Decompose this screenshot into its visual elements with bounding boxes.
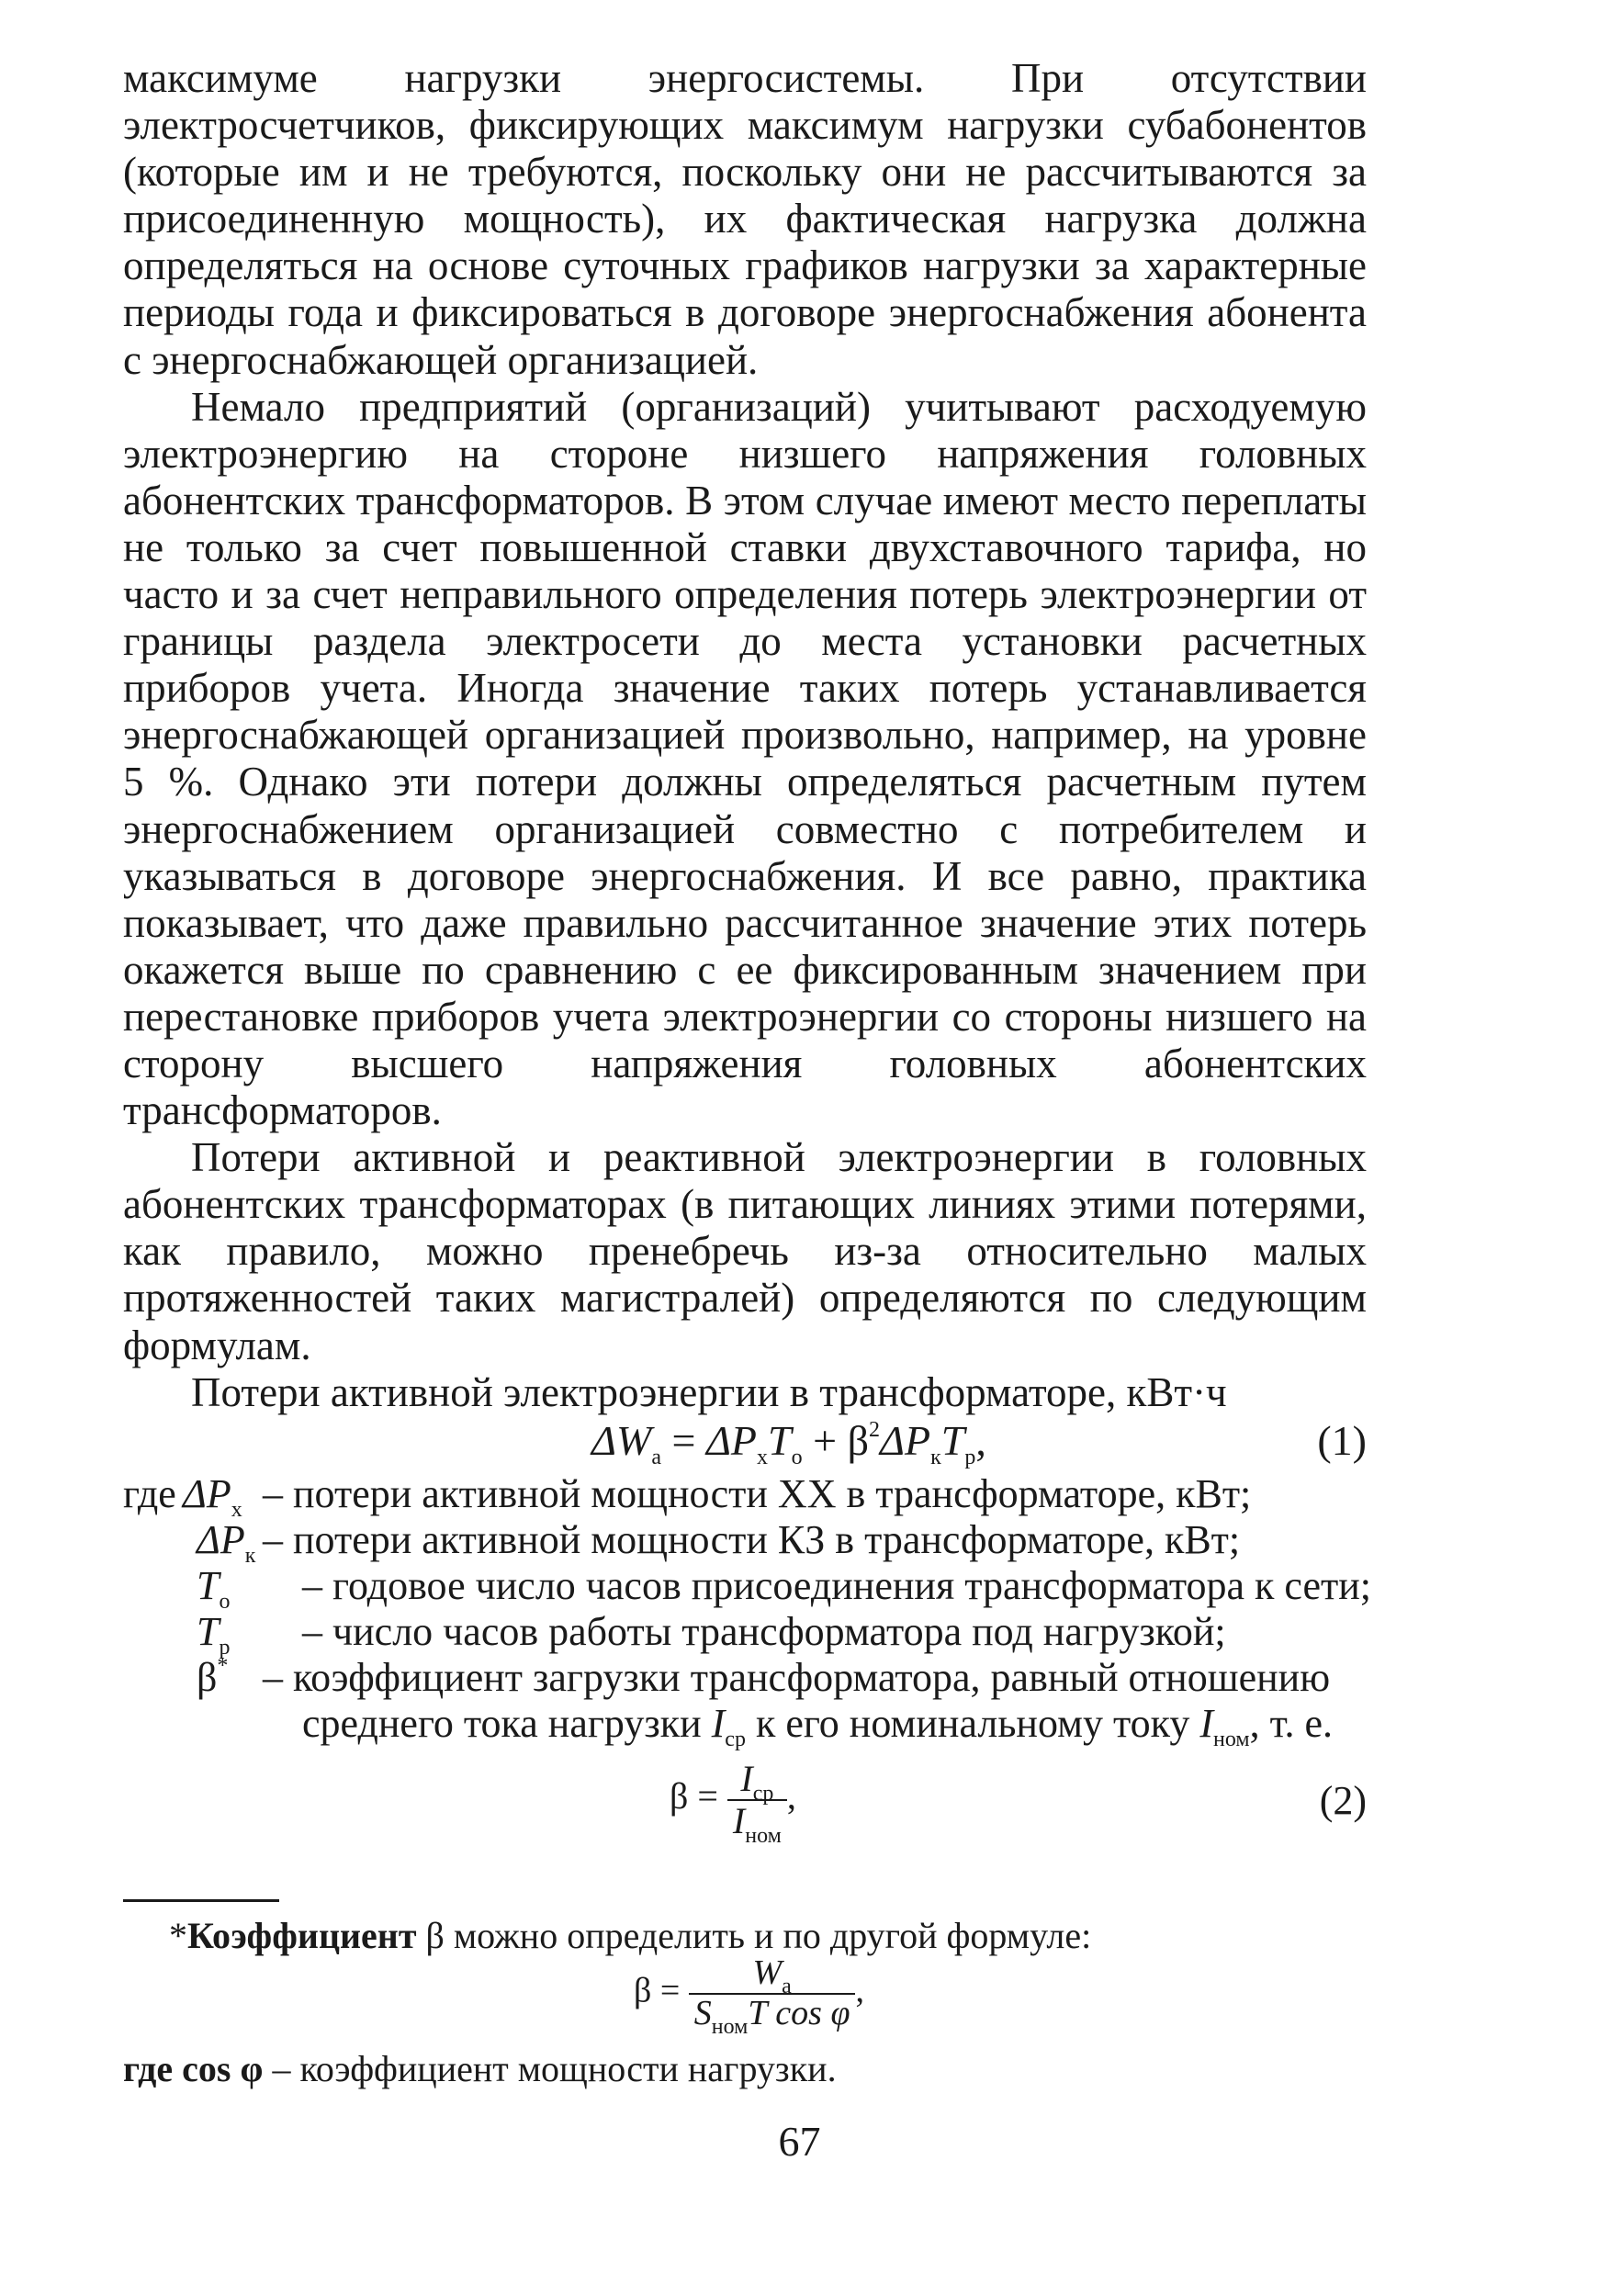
page-number: 67 [778,2118,821,2165]
where-cont-i2: I [1199,1700,1214,1746]
paragraph-1: максимуме нагрузки энергосистемы. При отсутствии электросчетчиков, фиксирующих максимум нагрузки субабонентов (которые им и не требуются, поскольку они не рассчитываются за присоединенную мощность), их фактическая нагрузка должна определяться на основе суточных графиков нагрузки за характерные периоды года и фиксироваться в договоре энергоснабжения абонента с энергоснабжающей организацией. [123,55,1367,383]
footnote-eq-fraction [689,1953,856,2039]
equation-1-number: (1) [1317,1416,1367,1464]
eq2-numerator [727,1758,787,1806]
paragraph-4: Потери активной электроэнергии в трансформаторе, кВт·ч [191,1368,1227,1415]
where-symbol-4-sub: р [219,1635,231,1660]
where-symbol-3 [197,1562,231,1614]
footnote-star: * [169,1915,187,1956]
footnote-separator [123,1899,279,1902]
where-row-2 [123,1516,1367,1568]
where-symbol-1-main: ΔP [183,1470,231,1516]
footnote-eq-denominator [689,1993,856,2039]
footnote-eq-numerator [689,1953,856,1998]
eq1-term4: T [940,1416,965,1464]
where-desc-5: – коэффициент загрузки трансформатора, равный отношению [263,1654,1331,1700]
eq1-lhs: ΔW [591,1416,652,1464]
footnote-eq-den-rest: T cos φ [748,1993,850,2032]
where-cont-pre: среднего тока нагрузки [302,1700,712,1746]
where-desc-4: – число часов работы трансформатора под нагрузкой; [302,1608,1226,1654]
where-symbol-1-sub: х [231,1497,242,1522]
eq1-term1: ΔP [705,1416,758,1464]
footnote-text-bold: Коэффициент [187,1915,417,1956]
equation-1-body [591,1416,986,1469]
eq2-fraction [727,1758,787,1848]
where-cont-i1-sub: ср [725,1727,746,1751]
paragraph-2: Немало предприятий (организаций) учитывают расходуемую электроэнергию на стороне низшего напряжения головных абонентских трансформаторов. В этом случае имеют место переплаты не только за счет повышенной ставки двухставочного тарифа, но часто и за счет неправильного определения потерь электроэнергии от границы раздела электросети до места установки расчетных приборов учета. Иногда значение таких потерь устанавливается энергоснабжающей организацией произвольно, например, на уровне 5 %. Однако эти потери должны определяться расчетным путем энергоснабжением организацией совместно с потребителем и указываться в договоре энергоснабжения. И все равно, практика показывает, что даже правильно рассчитанное значение этих потерь окажется выше по сравнению с ее фиксированным значением при перестановке приборов учета электроэнергии со стороны низшего на сторону высшего напряжения головных абонентских трансформаторов. [123,383,1367,1134]
eq1-plus: + [802,1416,848,1464]
eq1-term3: ΔP [880,1416,931,1464]
eq2-den-sub: ном [745,1824,782,1848]
eq2-denominator [727,1800,787,1848]
footnote-line-1 [123,1915,1367,1957]
footnote-text-rest: β можно определить и по другой формуле: [416,1915,1092,1956]
eq2-num-main: I [740,1758,753,1799]
eq1-term3-sub: к [930,1445,941,1469]
paragraph-3: Потери активной и реактивной электроэнергии в головных абонентских трансформаторах (в питающих линиях этими потерями, как правило, можно пренебречь из-за относительно малых протяженностей таких магистралей) определяются по следующим формулам. [123,1134,1367,1368]
eq1-term2-sub: о [791,1445,803,1469]
where-symbol-5-main: β [197,1654,218,1700]
equation-1 [123,1416,1367,1471]
eq2-beta: β [670,1775,689,1818]
body-text [123,55,1372,1751]
eq1-term2: T [768,1416,792,1464]
eq1-comma: , [975,1416,986,1464]
where-row-1 [123,1470,1367,1522]
where-symbol-4-main: T [197,1608,220,1654]
where-symbol-3-main: T [197,1562,220,1608]
footnote-eq-den-s: S [693,1993,712,2032]
where-symbol-2-main: ΔP [197,1516,245,1562]
where-row-3 [123,1562,1372,1614]
variable-definitions [123,1470,1372,1751]
eq1-equals: = [660,1416,706,1464]
where-lead: где [123,1470,176,1516]
eq1-term1-sub: х [757,1445,769,1469]
where-symbol-2 [197,1516,256,1568]
where-cont-post: , т. е. [1249,1700,1334,1746]
footnote-where-rest: – коэффициент мощности нагрузки. [263,2048,837,2089]
where-symbol-2-sub: к [244,1543,256,1568]
eq1-lhs-sub: а [651,1445,661,1469]
where-desc-3: – годовое число часов присоединения трансформатора к сети; [302,1562,1372,1608]
eq2-den-main: I [732,1800,746,1841]
where-desc-5-continuation [302,1700,1334,1751]
where-cont-i2-sub: ном [1213,1727,1250,1751]
footnote-eq-equals: = [651,1971,689,2010]
eq1-term4-sub: р [964,1445,976,1469]
eq2-equals: = [688,1775,727,1818]
where-cont-i1: I [711,1700,726,1746]
footnote-eq-num-sub: а [782,1975,792,1998]
where-symbol-5-sup: * [217,1653,229,1678]
where-row-4 [123,1608,1367,1660]
footnote-equation [634,1953,864,2039]
footnote-where-bold: где cos φ [123,2048,264,2089]
eq2-comma: , [786,1775,796,1818]
where-symbol-4 [197,1608,231,1660]
eq1-beta: β [847,1416,869,1464]
where-row-5 [123,1653,1367,1751]
where-cont-mid: к его номинальному току [745,1700,1200,1746]
footnote-eq-num-main: W [752,1953,783,1992]
where-symbol-5 [197,1655,228,1701]
eq1-beta-sup: 2 [869,1417,880,1442]
footnote-eq-comma: , [855,1971,864,2010]
eq2-num-sub: ср [752,1782,774,1806]
equation-2-body [670,1758,796,1848]
where-desc-1: – потери активной мощности ХХ в трансформаторе, кВт; [263,1470,1252,1516]
footnote-eq-beta: β [634,1971,652,2010]
equation-2-number: (2) [1319,1778,1367,1823]
where-desc-2: – потери активной мощности КЗ в трансформаторе, кВт; [263,1516,1241,1562]
footnote-line-2 [123,2048,1367,2090]
footnote-eq-den-sub: ном [711,2014,749,2039]
where-symbol-1 [183,1470,242,1522]
where-symbol-3-sub: о [219,1589,231,1614]
